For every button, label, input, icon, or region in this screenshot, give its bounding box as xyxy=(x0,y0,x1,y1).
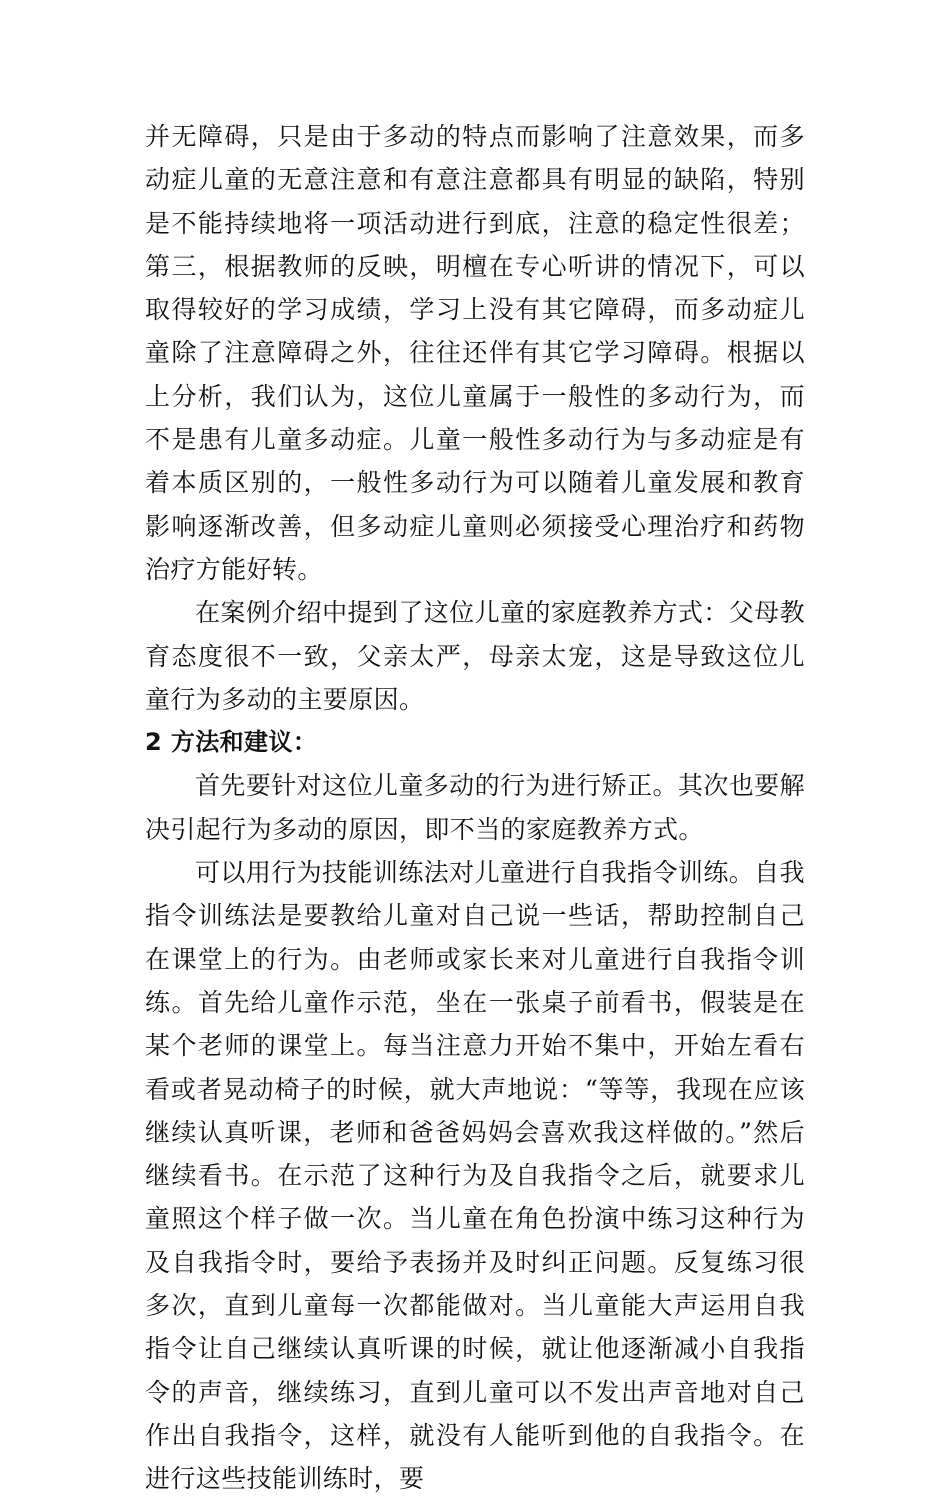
section-heading-methods: 2 方法和建议： xyxy=(145,728,318,757)
document-page xyxy=(145,115,805,1501)
paragraph-correction: 首先要针对这位儿童多动的行为进行矫正。其次也要解决引起行为多动的原因，即不当的家庭教养方式。 xyxy=(145,771,805,844)
paragraph-family-cause: 在案例介绍中提到了这位儿童的家庭教养方式：父母教育态度很不一致，父亲太严，母亲太宠，这是导致这位儿童行为多动的主要原因。 xyxy=(145,598,805,714)
paragraph-analysis: 并无障碍，只是由于多动的特点而影响了注意效果，而多动症儿童的无意注意和有意注意都具有明显的缺陷，特别是不能持续地将一项活动进行到底，注意的稳定性很差；第三，根据教师的反映，明檀在专心听讲的情况下，可以取得较好的学习成绩，学习上没有其它障碍，而多动症儿童除了注意障碍之外，往往还伴有其它学习障碍。根据以上分析，我们认为，这位儿童属于一般性的多动行为，而不是患有儿童多动症。儿童一般性多动行为与多动症是有着本质区别的，一般性多动行为可以随着儿童发展和教育影响逐渐改善，但多动症儿童则必须接受心理治疗和药物治疗方能好转。 xyxy=(145,122,805,584)
paragraph-self-instruction: 可以用行为技能训练法对儿童进行自我指令训练。自我指令训练法是要教给儿童对自己说一些话，帮助控制自己在课堂上的行为。由老师或家长来对儿童进行自我指令训练。首先给儿童作示范，坐在一张桌子前看书，假装是在某个老师的课堂上。每当注意力开始不集中，开始左看右看或者晃动椅子的时候，就大声地说：“等等，我现在应该继续认真听课，老师和爸爸妈妈会喜欢我这样做的。”然后继续看书。在示范了这种行为及自我指令之后，就要求儿童照这个样子做一次。当儿童在角色扮演中练习这种行为及自我指令时，要给予表扬并及时纠正问题。反复练习很多次，直到儿童每一次都能做对。当儿童能大声运用自我指令让自己继续认真听课的时候，就让他逐渐减小自我指令的声音，继续练习，直到儿童可以不发出声音地对自己作出自我指令，这样，就没有人能听到他的自我指令。在进行这些技能训练时，要 xyxy=(145,858,805,1494)
